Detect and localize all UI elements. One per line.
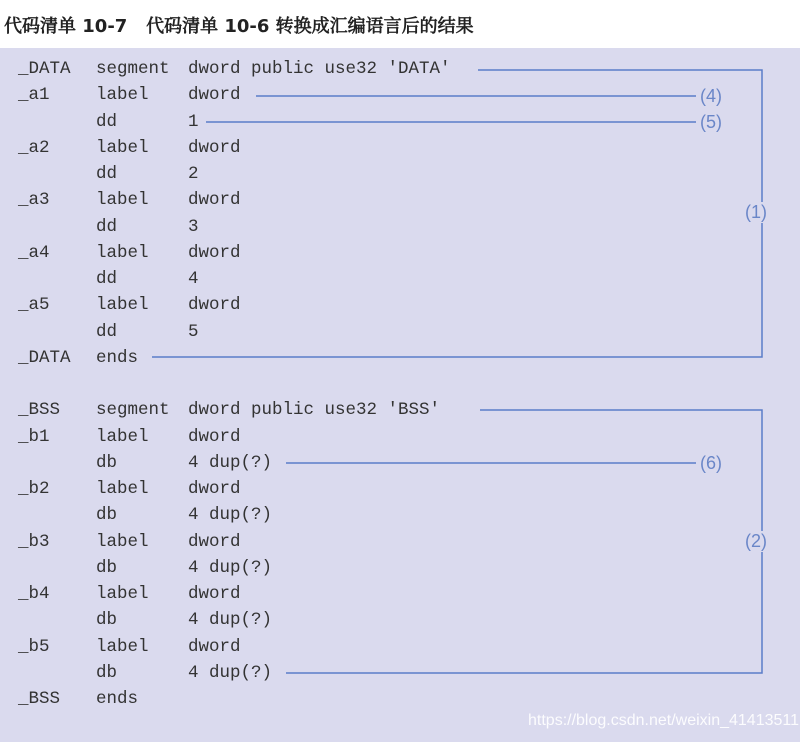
bracket-1 xyxy=(152,70,762,357)
annotation-6: (6) xyxy=(700,453,722,473)
code-operand: 4 xyxy=(188,269,199,289)
code-directive: dd xyxy=(96,111,118,132)
code-label: _a5 xyxy=(18,295,50,316)
code-label: _a2 xyxy=(18,137,50,158)
annotation-1: (1) xyxy=(745,202,767,222)
code-directive: label xyxy=(96,85,149,106)
code-directive: label xyxy=(96,531,149,552)
code-directive: label xyxy=(96,479,149,499)
code-directive: segment xyxy=(96,400,170,421)
code-label: _b5 xyxy=(18,636,50,657)
code-directive: label xyxy=(96,426,149,447)
code-label: _b3 xyxy=(18,531,50,552)
watermark: https://blog.csdn.net/weixin_41413511 xyxy=(528,712,800,729)
code-label: _DATA xyxy=(18,59,71,79)
code-directive: db xyxy=(96,452,118,473)
code-directive: label xyxy=(96,295,149,316)
code-directive: ends xyxy=(96,689,139,709)
code-operand: 4 dup(?) xyxy=(188,610,273,631)
code-label: _b4 xyxy=(18,584,50,604)
code-label: _a1 xyxy=(18,85,50,106)
code-operand: dword public use32 'DATA' xyxy=(188,59,451,79)
code-operand: dword xyxy=(188,636,241,657)
bracket-2 xyxy=(286,410,762,673)
code-label: _b1 xyxy=(18,426,50,447)
code-operand: 2 xyxy=(188,164,199,184)
code-label: _BSS xyxy=(18,689,61,709)
code-operand: 4 dup(?) xyxy=(188,505,273,526)
code-label: _b2 xyxy=(18,479,50,499)
code-operand: dword xyxy=(188,137,241,158)
code-directive: db xyxy=(96,505,118,526)
code-operand: 1 xyxy=(188,111,199,132)
code-operand: 4 dup(?) xyxy=(188,557,273,578)
code-operand: dword xyxy=(188,584,241,604)
code-label: _a4 xyxy=(18,242,50,263)
code-operand: dword xyxy=(188,295,241,316)
code-operand: 4 dup(?) xyxy=(188,452,273,473)
code-operand: 4 dup(?) xyxy=(188,662,273,683)
code-directive: dd xyxy=(96,321,118,342)
code-directive: ends xyxy=(96,347,139,368)
code-operand: dword xyxy=(188,85,241,106)
annotation-2: (2) xyxy=(745,531,767,551)
code-operand: dword xyxy=(188,531,241,552)
annotation-4: (4) xyxy=(700,86,722,106)
code-operand: dword xyxy=(188,190,241,211)
code-directive: db xyxy=(96,557,118,578)
code-directive: segment xyxy=(96,59,170,79)
code-directive: dd xyxy=(96,269,118,289)
code-operand: dword xyxy=(188,479,241,499)
listing-title: 代码清单 10-7 代码清单 10-6 转换成汇编语言后的结果 xyxy=(4,16,474,37)
code-directive: db xyxy=(96,610,118,631)
code-directive: dd xyxy=(96,164,118,184)
code-label: _DATA xyxy=(18,347,71,368)
code-operand: 5 xyxy=(188,321,199,342)
code-directive: label xyxy=(96,137,149,158)
code-label: _a3 xyxy=(18,190,50,211)
code-directive: label xyxy=(96,584,149,604)
code-directive: db xyxy=(96,662,118,683)
code-directive: dd xyxy=(96,216,118,237)
code-operand: 3 xyxy=(188,216,199,237)
code-label: _BSS xyxy=(18,400,61,421)
code-directive: label xyxy=(96,242,149,263)
code-directive: label xyxy=(96,190,149,211)
code-directive: label xyxy=(96,636,149,657)
annotation-5: (5) xyxy=(700,112,722,132)
code-operand: dword xyxy=(188,242,241,263)
code-operand: dword public use32 'BSS' xyxy=(188,400,441,421)
code-operand: dword xyxy=(188,426,241,447)
